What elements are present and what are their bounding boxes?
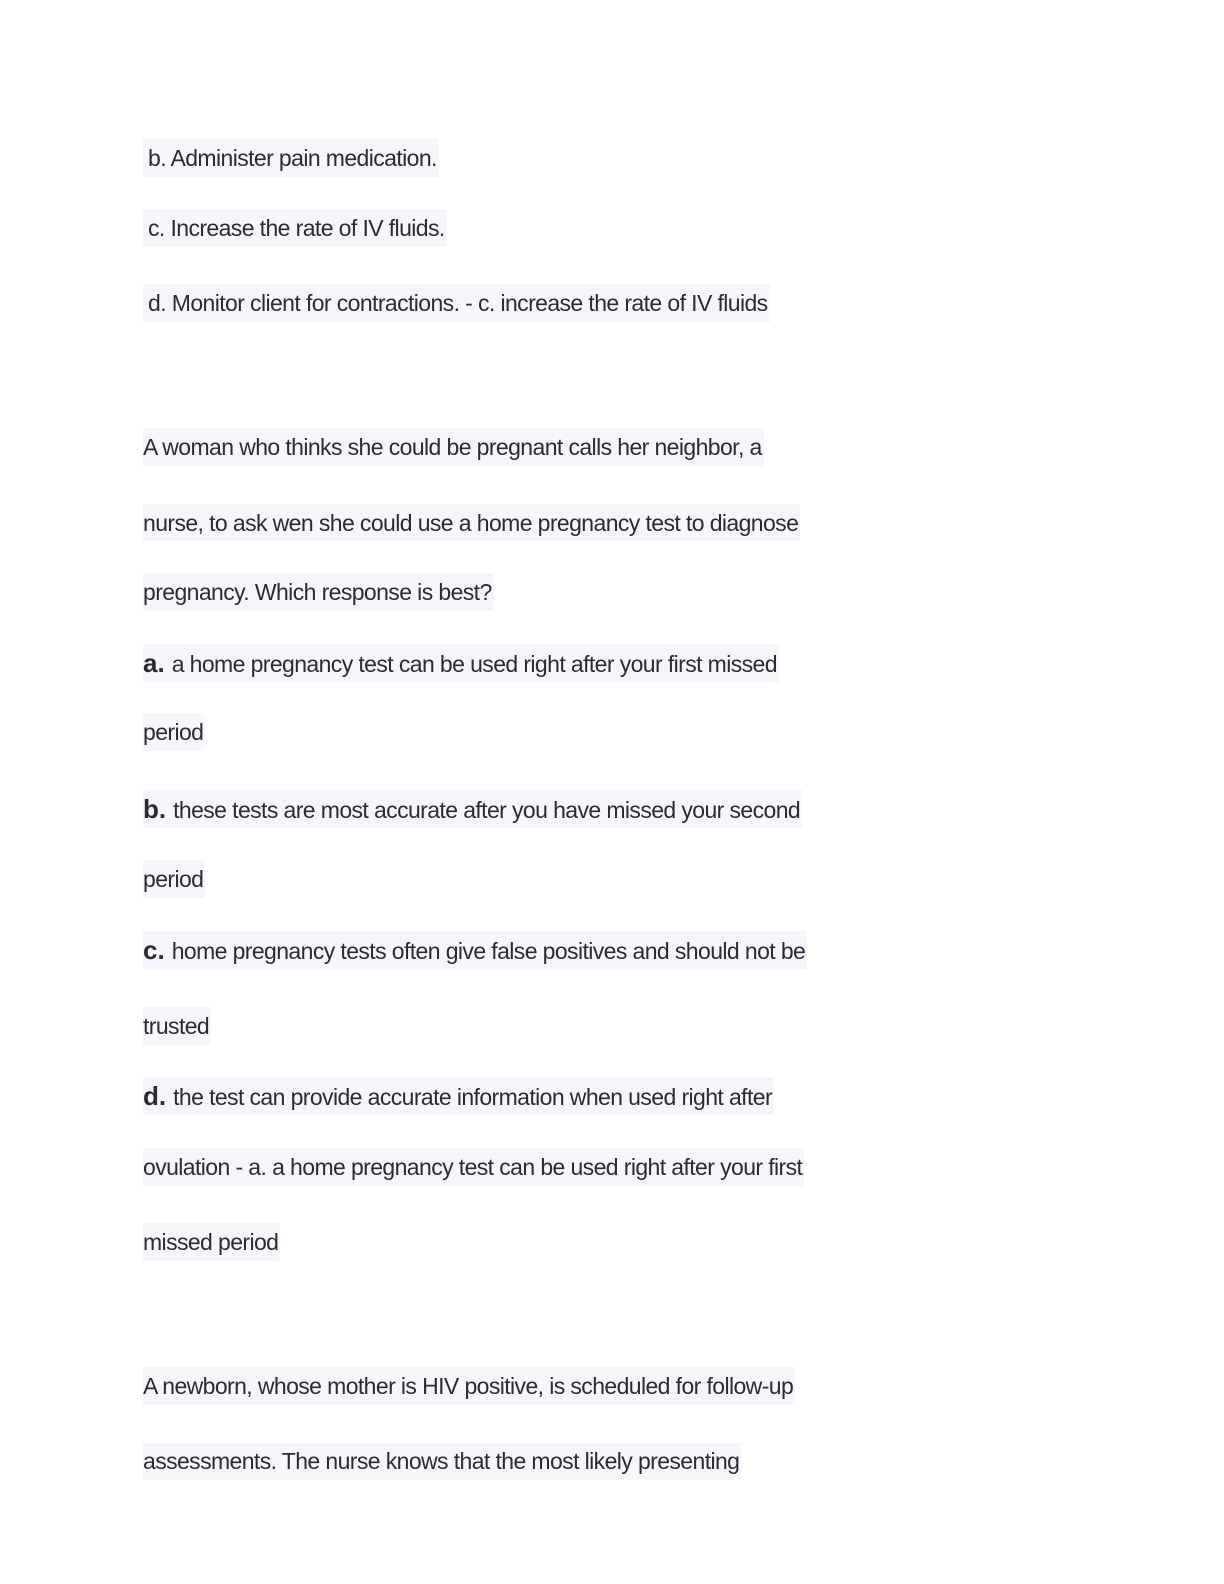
question3-stem-line-2: assessments. The nurse knows that the most likely presenting bbox=[143, 1442, 741, 1480]
option-d-answer-line: d. Monitor client for contractions. - c. increase the rate of IV fluids bbox=[143, 284, 770, 322]
option-b-line-2: period bbox=[143, 860, 205, 898]
option-d-line-3: missed period bbox=[143, 1223, 280, 1261]
option-d-text: the test can provide accurate information when used right after bbox=[173, 1084, 772, 1110]
option-b-label: b. bbox=[143, 794, 167, 824]
option-a-line-2: period bbox=[143, 713, 205, 751]
option-d-line-2: ovulation - a. a home pregnancy test can be used right after your first bbox=[143, 1148, 804, 1186]
question-stem-line-3: pregnancy. Which response is best? bbox=[143, 573, 494, 611]
option-a-text: a home pregnancy test can be used right after your first missed bbox=[171, 651, 777, 677]
option-c-line-2: trusted bbox=[143, 1007, 211, 1045]
question3-stem-line-1: A newborn, whose mother is HIV positive, is scheduled for follow-up bbox=[143, 1367, 795, 1405]
option-c-label: c. bbox=[143, 935, 165, 965]
option-a-label: a. bbox=[143, 648, 165, 678]
option-d-label: d. bbox=[143, 1081, 167, 1111]
option-b-line-1 bbox=[143, 790, 802, 828]
question-stem-line-2: nurse, to ask wen she could use a home pregnancy test to diagnose bbox=[143, 504, 800, 542]
question-stem-line-1: A woman who thinks she could be pregnant calls her neighbor, a bbox=[143, 428, 764, 466]
option-c-line: c. Increase the rate of IV fluids. bbox=[143, 209, 447, 247]
option-c-line-1 bbox=[143, 931, 807, 969]
option-d-line-1 bbox=[143, 1077, 774, 1115]
option-b-text: these tests are most accurate after you have missed your second bbox=[173, 797, 801, 823]
option-a-line-1 bbox=[143, 644, 779, 682]
option-c-text: home pregnancy tests often give false positives and should not be bbox=[171, 938, 806, 964]
option-b-line: b. Administer pain medication. bbox=[143, 139, 439, 177]
